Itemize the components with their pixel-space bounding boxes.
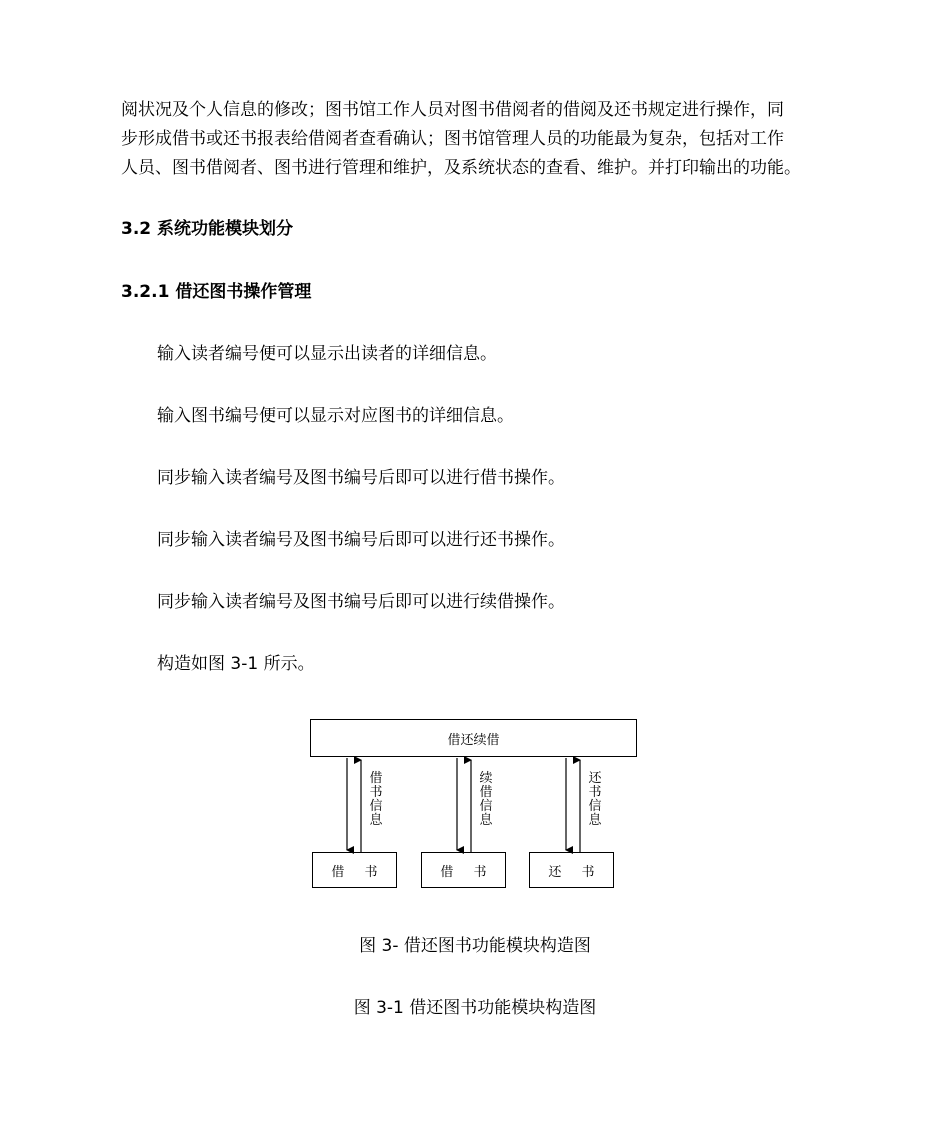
- diagram-node-borrow-2: 借 书: [421, 852, 506, 888]
- arrow-label-renew-info: 续借信息: [479, 771, 493, 828]
- paragraph-line-1: 阅状况及个人信息的修改；图书馆工作人员对图书借阅者的借阅及还书规定进行操作，同: [121, 100, 784, 120]
- list-item: 输入图书编号便可以显示对应图书的详细信息。: [157, 406, 514, 426]
- diagram-top-node: 借还续借: [310, 719, 637, 757]
- list-item: 同步输入读者编号及图书编号后即可以进行还书操作。: [157, 530, 565, 550]
- list-item: 同步输入读者编号及图书编号后即可以进行续借操作。: [157, 592, 565, 612]
- paragraph-line-2: 步形成借书或还书报表给借阅者查看确认；图书馆管理人员的功能最为复杂，包括对工作: [121, 129, 784, 149]
- arrow-label-return-info: 还书信息: [588, 771, 602, 828]
- list-item: 同步输入读者编号及图书编号后即可以进行借书操作。: [157, 468, 565, 488]
- section-heading: 3.2 系统功能模块划分: [121, 219, 294, 239]
- paragraph-line-3: 人员、图书借阅者、图书进行管理和维护，及系统状态的查看、维护。并打印输出的功能。: [121, 158, 801, 178]
- figure-caption-numbered: 图 3-1 借还图书功能模块构造图: [353, 998, 597, 1018]
- arrow-label-borrow-info: 借书信息: [369, 771, 383, 828]
- figure-caption: 图 3- 借还图书功能模块构造图: [359, 936, 591, 956]
- diagram-node-borrow: 借 书: [312, 852, 397, 888]
- list-item: 构造如图 3-1 所示。: [157, 654, 315, 674]
- diagram-node-return: 还 书: [529, 852, 614, 888]
- module-diagram: [300, 712, 650, 897]
- subsection-heading: 3.2.1 借还图书操作管理: [121, 282, 312, 302]
- list-item: 输入读者编号便可以显示出读者的详细信息。: [157, 344, 497, 364]
